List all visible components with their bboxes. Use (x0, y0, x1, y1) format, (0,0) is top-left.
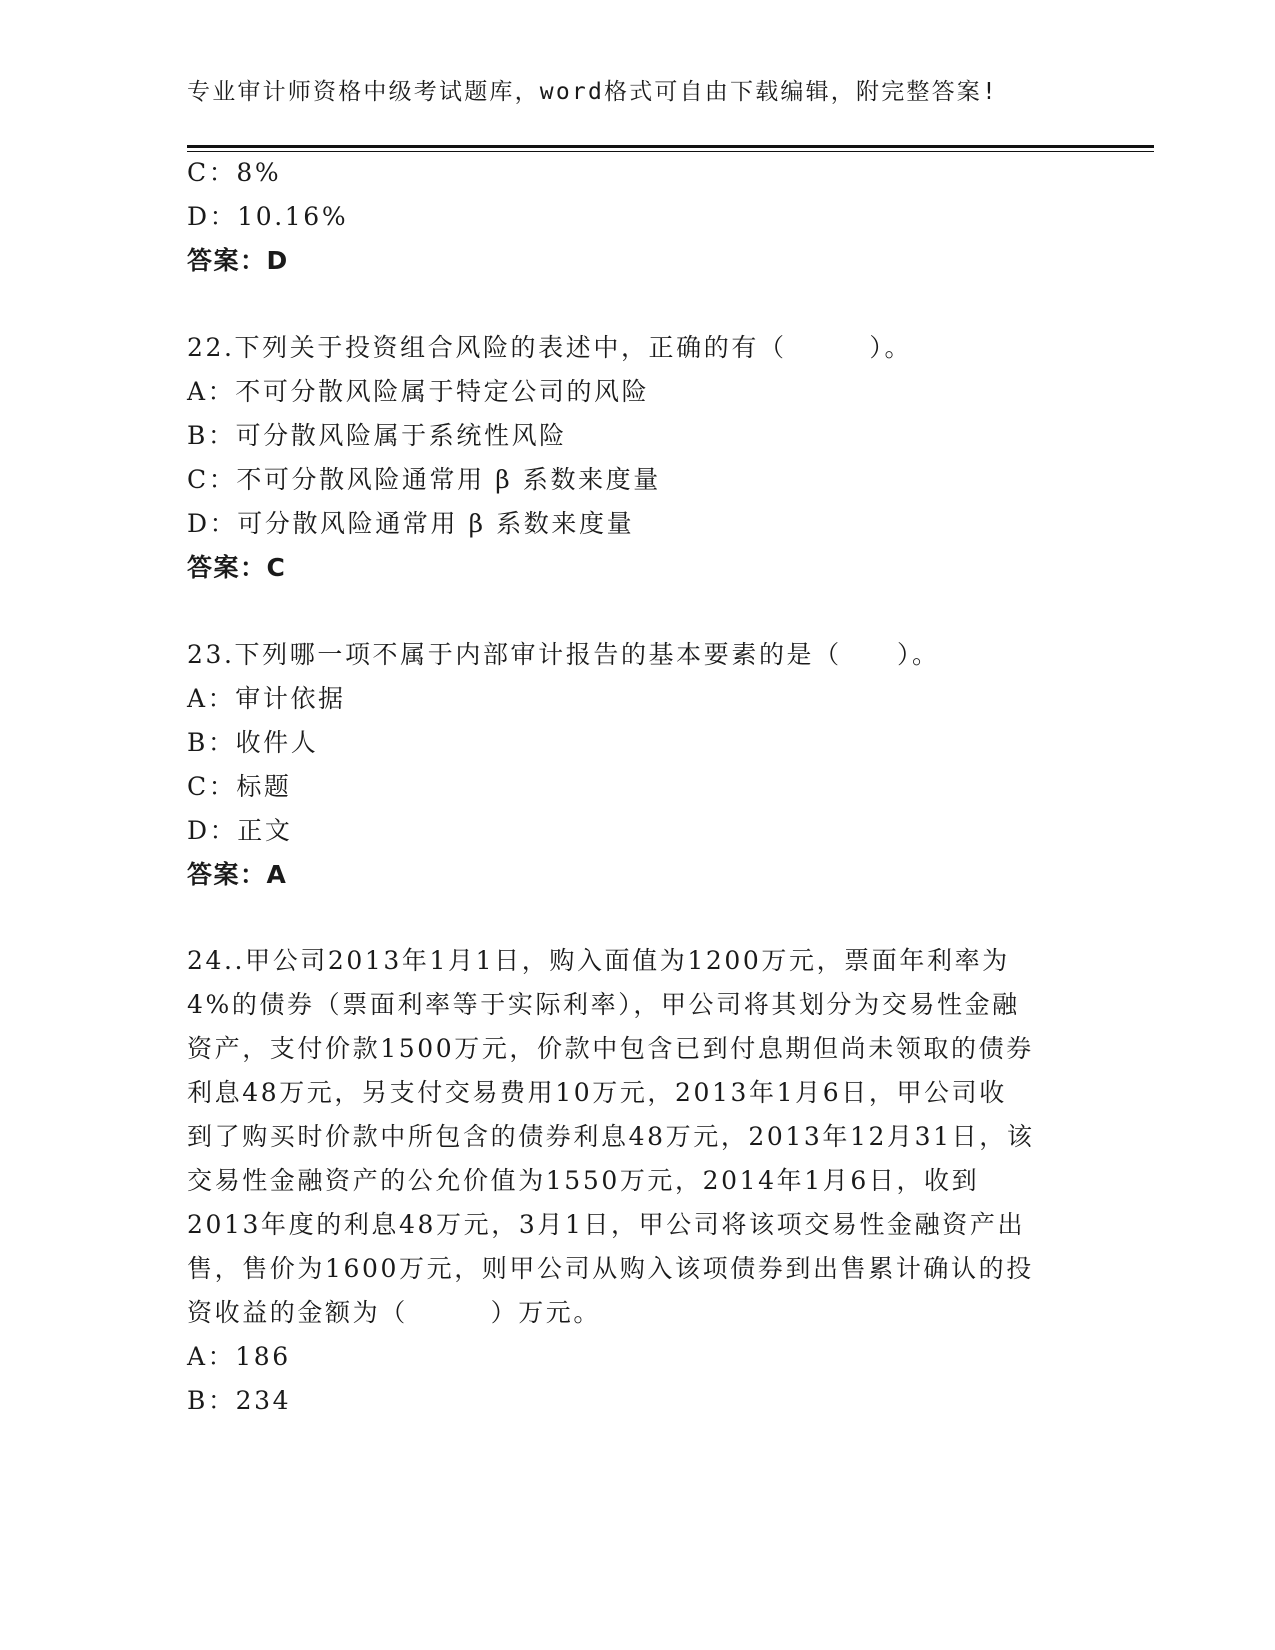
header-rule-thin (187, 151, 1154, 152)
q22-option-a: A：不可分散风险属于特定公司的风险 (187, 377, 650, 406)
q23-option-c: C：标题 (187, 772, 292, 801)
q23-option-a: A：审计依据 (187, 684, 346, 713)
q22-answer: 答案：C (187, 553, 287, 582)
q21-option-c: C：8% (187, 158, 282, 187)
q24-stem-line-8: 售，售价为1600万元，则甲公司从购入该项债券到出售累计确认的投 (187, 1254, 1034, 1283)
q24-stem-line-4: 利息48万元，另支付交易费用10万元，2013年1月6日，甲公司收 (187, 1078, 1007, 1107)
header-rule-thick (187, 145, 1154, 148)
q21-answer: 答案：D (187, 246, 289, 275)
q23-stem: 23.下列哪一项不属于内部审计报告的基本要素的是（ ）。 (187, 640, 940, 669)
q22-option-c: C：不可分散风险通常用 β 系数来度量 (187, 465, 661, 494)
q22-stem: 22.下列关于投资组合风险的表述中，正确的有（ ）。 (187, 333, 913, 362)
q24-option-b: B：234 (187, 1386, 292, 1415)
q24-stem-line-9: 资收益的金额为（ ）万元。 (187, 1298, 602, 1327)
q24-stem-line-2: 4%的债券（票面利率等于实际利率），甲公司将其划分为交易性金融 (187, 990, 1020, 1019)
q24-stem-line-3: 资产，支付价款1500万元，价款中包含已到付息期但尚未领取的债券 (187, 1034, 1034, 1063)
q24-stem-line-6: 交易性金融资产的公允价值为1550万元，2014年1月6日，收到 (187, 1166, 980, 1195)
q24-option-a: A：186 (187, 1342, 291, 1371)
q24-stem-line-1: 24..甲公司2013年1月1日，购入面值为1200万元，票面年利率为 (187, 946, 1010, 975)
q23-option-b: B：收件人 (187, 728, 319, 757)
q23-option-d: D：正文 (187, 816, 293, 845)
q24-stem-line-7: 2013年度的利息48万元，3月1日，甲公司将该项交易性金融资产出 (187, 1210, 1026, 1239)
page-header: 专业审计师资格中级考试题库，word格式可自由下载编辑，附完整答案! (187, 79, 999, 105)
q21-option-d: D：10.16% (187, 202, 349, 231)
q22-option-d: D：可分散风险通常用 β 系数来度量 (187, 509, 635, 538)
q24-stem-line-5: 到了购买时价款中所包含的债券利息48万元，2013年12月31日，该 (187, 1122, 1035, 1151)
q23-answer: 答案：A (187, 860, 288, 889)
q22-option-b: B：可分散风险属于系统性风险 (187, 421, 567, 450)
